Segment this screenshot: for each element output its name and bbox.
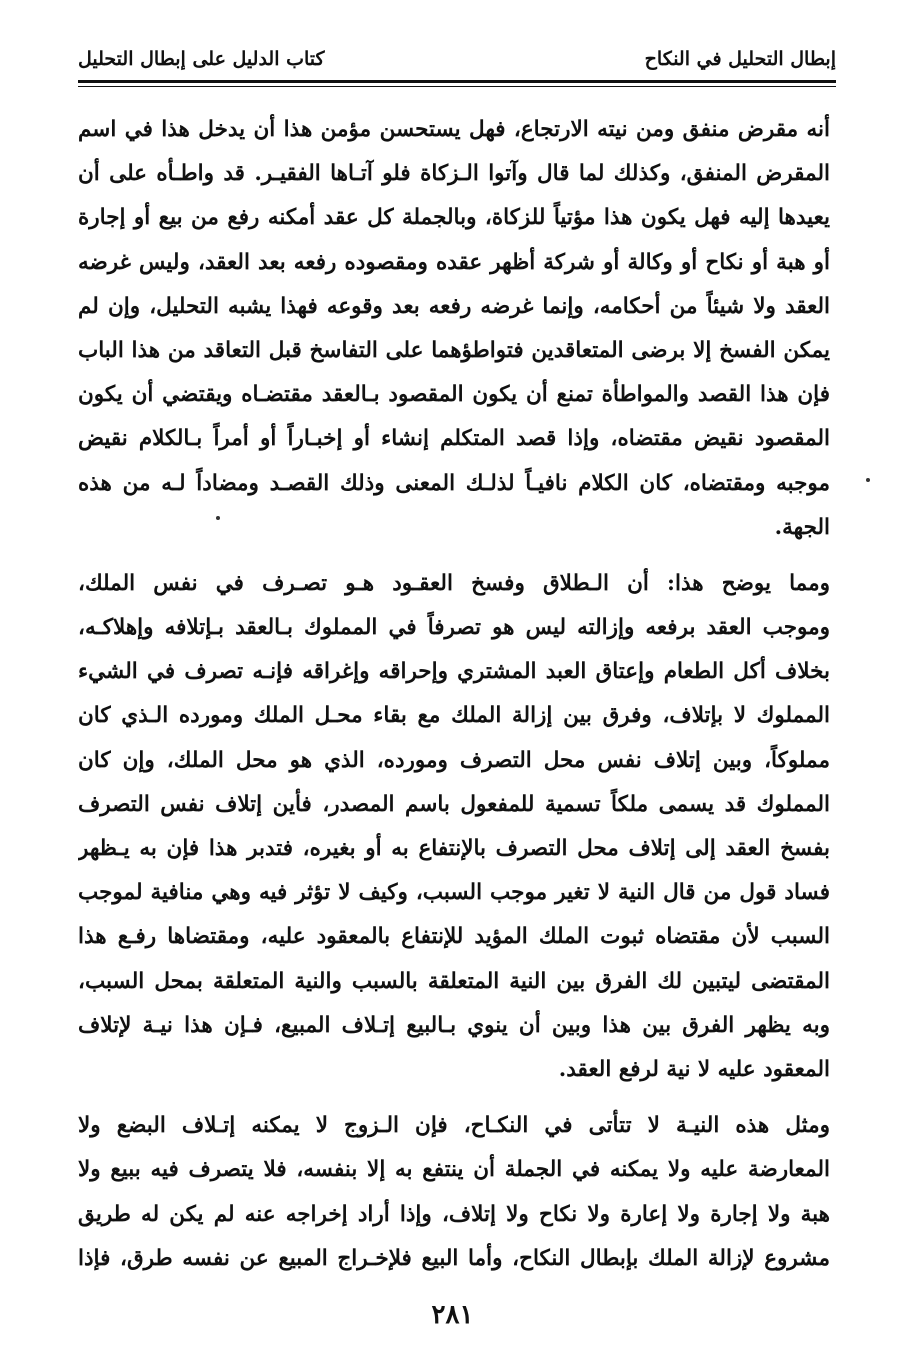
paragraph-3	[78, 1104, 830, 1281]
header-book-title: كتاب الدليل على إبطال التحليل	[78, 48, 325, 70]
text-line: وموجب العقد برفعه وإزالته ليس هو تصرفاً في المملوك بـالعقد بـإتلافه وإهلاكـه،	[78, 615, 830, 641]
paragraph-1	[78, 108, 830, 550]
text-line: فساد قول من قال النية لا تغير موجب السبب، وكيف لا تؤثر فيه وهي منافية لموجب	[78, 880, 830, 906]
text-line: بخلاف أكل الطعام وإعتاق العبد المشتري وإحراقه وإغراقه فإنـه تصرف في الشيء	[78, 659, 830, 685]
text-line: المملوك قد يسمى ملكاً تسمية للمفعول باسم المصدر، فأين إتلاف نفس التصرف	[78, 791, 830, 817]
text-line: موجبه ومقتضاه، كان الكلام نافيـاً لذلـك المعنى وذلك القصـد ومضاداً لـه من هذه	[78, 470, 830, 496]
text-line: يمكن الفسخ إلا برضى المتعاقدين فتواطؤهما على التفاسخ قبل التعاقد من هذا الباب	[78, 337, 830, 363]
text-line: مشروع لإزالة الملك بإبطال النكاح، وأما البيع فلإخـراج المبيع عن نفسه طرق، فإذا	[78, 1245, 830, 1271]
text-line: المقرض المنفق، وكذلك لما قال وآتوا الـزكاة فلو آتـاها الفقيـر. قد واطـأه على أن	[78, 161, 830, 187]
page-number: ٢٨١	[431, 1300, 474, 1330]
paragraph-2	[78, 562, 830, 1092]
text-line: الجهة.	[774, 514, 830, 540]
text-line: فإن هذا القصد والمواطأة تمنع أن يكون المقصود بـالعقد مقتضـاه ويقتضي أن يكون	[78, 382, 830, 408]
header-rule-thin	[78, 86, 836, 87]
paragraph-gap	[78, 1092, 830, 1104]
page-body	[78, 108, 830, 1281]
text-line: المملوك لا بإتلاف، وفرق بين إزالة الملك مع بقاء محـل الملك ومورده الـذي كان	[78, 703, 830, 729]
text-line: أنه مقرض منفق ومن نيته الارتجاع، فهل يستحسن مؤمن هذا أن يدخل هذا في اسم	[78, 117, 830, 142]
header-rule-thick	[78, 80, 836, 83]
scan-speck	[216, 516, 220, 520]
text-line: المقتضى ليتبين لك الفرق بين النية المتعلقة بالسبب والنية المتعلقة بمحل السبب،	[78, 968, 830, 994]
text-line: ومثل هذه النيـة لا تتأتى في النكـاح، فإن الـزوج لا يمكنه إتـلاف البضع ولا	[78, 1113, 830, 1139]
text-line: ومما يوضح هذا: أن الـطلاق وفسخ العقـود هـو تصـرف في نفس الملك،	[78, 570, 830, 596]
text-line: هبة ولا إجارة ولا إعارة ولا نكاح ولا إتلاف، وإذا أراد إخراجه عنه لم يكن له طريق	[78, 1201, 830, 1227]
text-line: أو هبة أو نكاح أو وكالة أو شركة أظهر عقده ومقصوده رفعه بعد العقد، وليس غرضه	[78, 249, 830, 275]
text-line: المقصود نقيض مقتضاه، وإذا قصد المتكلم إنشاء أو إخبـاراً أو أمراً بـالكلام نقيض	[78, 426, 830, 452]
scan-speck	[866, 478, 870, 482]
text-line: يعيدها إليه فهل يكون هذا مؤتياً للزكاة، وبالجملة كل عقد أمكنه رفع من بيع أو إجارة	[78, 205, 830, 231]
running-header	[78, 42, 836, 78]
text-line: مملوكاً، وبين إتلاف نفس محل التصرف ومورده، الذي هو محل الملك، وإن كان	[78, 747, 830, 773]
text-line: المعارضة عليه ولا يمكنه في الجملة أن ينتفع به إلا بنفسه، فلا يتصرف فيه ببيع ولا	[78, 1157, 830, 1183]
text-line: العقد ولا شيئاً من أحكامه، وإنما غرضه رفعه بعد وقوعه فهذا يشبه التحليل، وإن لم	[78, 293, 830, 319]
text-line: وبه يظهر الفرق بين هذا وبين أن ينوي بـالبيع إتـلاف المبيع، فـإن هذا نيـة لإتلاف	[78, 1012, 830, 1038]
text-line: بفسخ العقد إلى إتلاف محل التصرف بالإنتفاع به أو بغيره، فتدبر هذا فإن به يـظهر	[78, 836, 830, 861]
header-chapter-title: إبطال التحليل في النكاح	[644, 48, 836, 70]
paragraph-gap	[78, 550, 830, 562]
text-line: السبب لأن مقتضاه ثبوت الملك المؤيد للإنتفاع بالمعقود عليه، ومقتضاها رفـع هذا	[78, 924, 830, 950]
text-line: المعقود عليه لا نية لرفع العقد.	[558, 1056, 830, 1082]
